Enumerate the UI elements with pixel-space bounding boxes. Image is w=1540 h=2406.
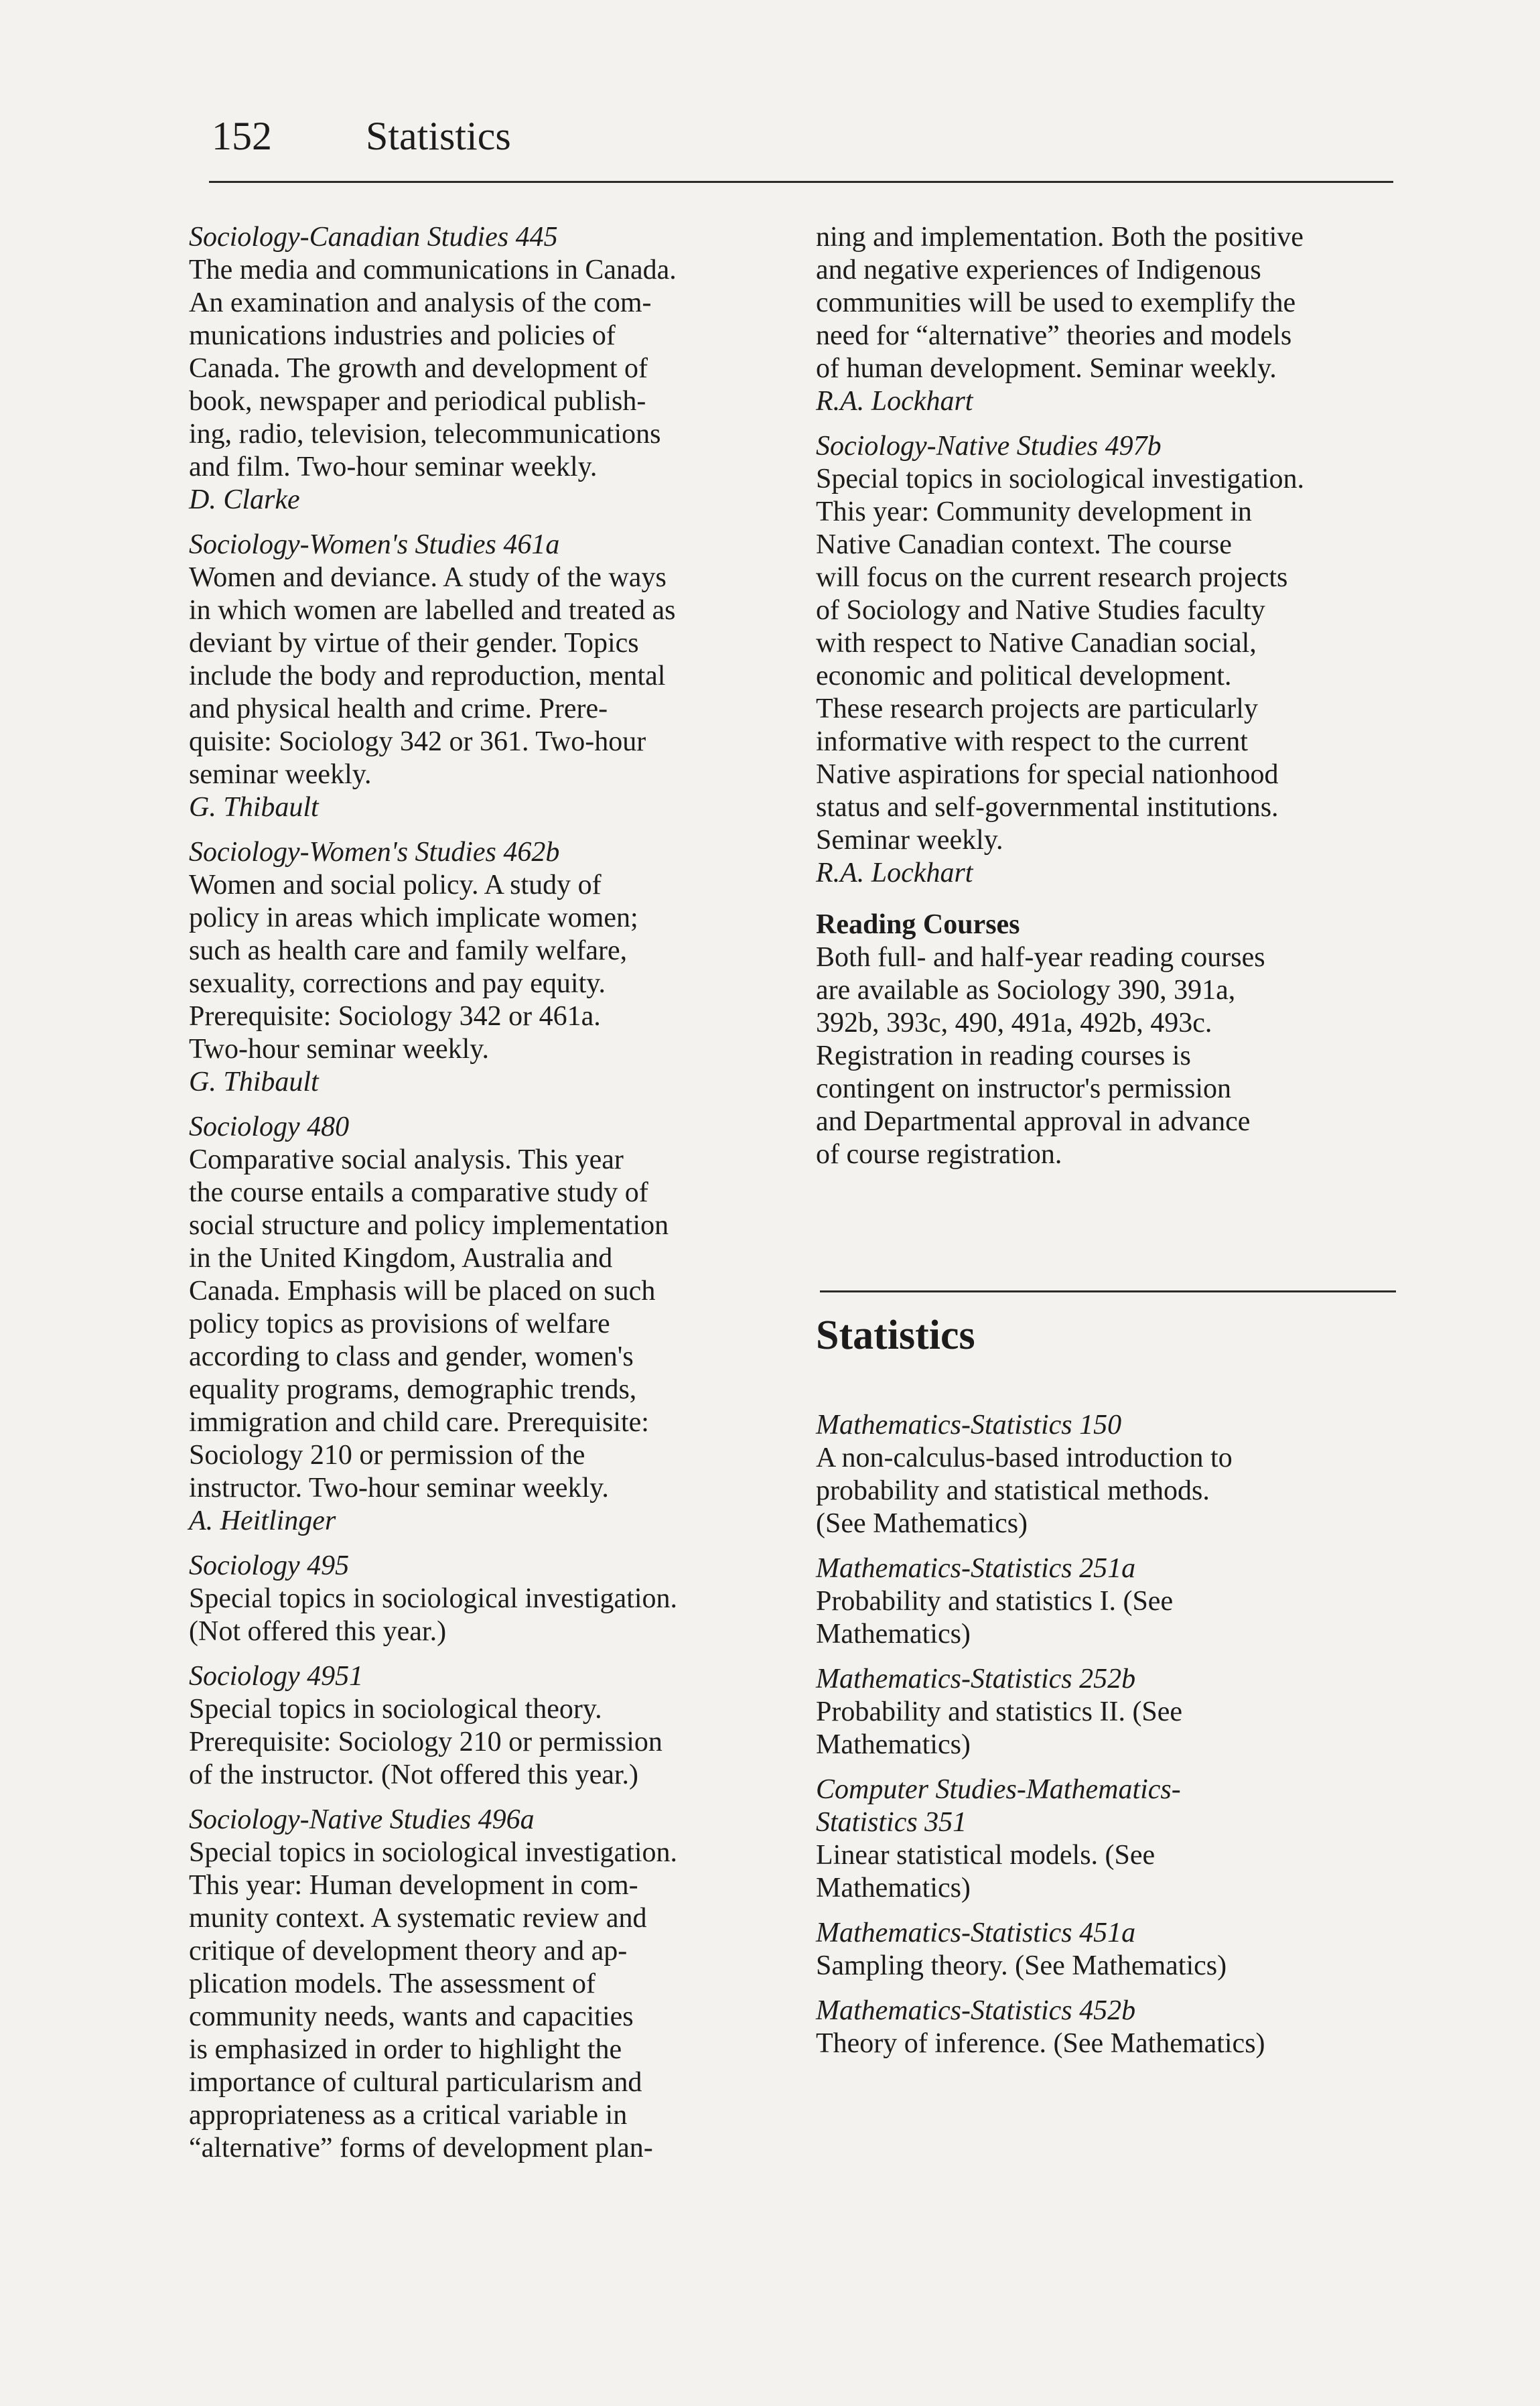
course-description-line: Probability and statistics I. (See xyxy=(816,1586,1174,1617)
course-description-line: An examination and analysis of the com- xyxy=(189,287,652,318)
header-rule xyxy=(209,181,1393,183)
course-description-line: Mathematics) xyxy=(816,1619,971,1650)
course-title: Mathematics-Statistics 251a xyxy=(816,1553,1136,1584)
course-description-line: Special topics in sociological investigation. xyxy=(189,1837,678,1868)
course-description-line: deviant by virtue of their gender. Topics xyxy=(189,628,639,659)
reading-courses-body xyxy=(816,941,1439,1171)
course-description-line: book, newspaper and periodical publish- xyxy=(189,386,646,417)
course-title: Sociology 495 xyxy=(189,1550,350,1581)
course-entry xyxy=(189,221,812,517)
running-title: Statistics xyxy=(366,114,511,158)
course-entry xyxy=(189,1550,812,1648)
course-entry xyxy=(816,1774,1439,1905)
course-description-line: informative with respect to the current xyxy=(816,726,1248,757)
course-description-line: critique of development theory and ap- xyxy=(189,1936,628,1966)
course-description-line: Mathematics) xyxy=(816,1729,971,1760)
course-title: Sociology-Women's Studies 461a xyxy=(189,529,560,560)
course-description-line: in the United Kingdom, Australia and xyxy=(189,1243,613,1274)
course-description-line: Linear statistical models. (See xyxy=(816,1840,1156,1871)
course-description-line: A non-calculus-based introduction to xyxy=(816,1443,1233,1473)
course-title: Mathematics-Statistics 451a xyxy=(816,1918,1136,1948)
course-instructor: G. Thibault xyxy=(189,792,319,823)
course-description-line: Prerequisite: Sociology 210 or permission xyxy=(189,1727,662,1757)
section-gap xyxy=(816,1183,1439,1290)
course-description-line: Sociology 210 or permission of the xyxy=(189,1440,585,1471)
page-header xyxy=(212,113,511,159)
course-instructor: G. Thibault xyxy=(189,1067,319,1097)
course-description-line: of the instructor. (Not offered this year.) xyxy=(189,1759,639,1790)
course-description-line: Special topics in sociological theory. xyxy=(189,1694,602,1725)
left-column xyxy=(189,221,812,2177)
course-description-line: Canada. Emphasis will be placed on such xyxy=(189,1276,656,1307)
course-description-line: seminar weekly. xyxy=(189,759,372,790)
reading-courses-line: contingent on instructor's permission xyxy=(816,1073,1231,1104)
course-description-line: of Sociology and Native Studies faculty xyxy=(816,595,1265,626)
course-description-line: and film. Two-hour seminar weekly. xyxy=(189,452,598,482)
course-title: Computer Studies-Mathematics- xyxy=(816,1774,1181,1805)
reading-courses-line: are available as Sociology 390, 391a, xyxy=(816,975,1236,1006)
page-number: 152 xyxy=(212,114,272,158)
course-title: Sociology 4951 xyxy=(189,1661,364,1692)
course-entry xyxy=(189,836,812,1099)
course-description-line: Native Canadian context. The course xyxy=(816,529,1232,560)
course-entry xyxy=(189,1111,812,1538)
course-description-line: Native aspirations for special nationhood xyxy=(816,759,1279,790)
reading-courses-line: and Departmental approval in advance xyxy=(816,1106,1251,1137)
course-entry xyxy=(816,1409,1439,1540)
statistics-heading: Statistics xyxy=(816,1313,975,1358)
course-description-line: quisite: Sociology 342 or 361. Two-hour xyxy=(189,726,646,757)
course-description-line: in which women are labelled and treated as xyxy=(189,595,676,626)
course-description-line: importance of cultural particularism and xyxy=(189,2067,642,2098)
course-entry xyxy=(816,1552,1439,1651)
course-description-line: Prerequisite: Sociology 342 or 461a. xyxy=(189,1001,601,1032)
course-description-line: Theory of inference. (See Mathematics) xyxy=(816,2028,1265,2059)
course-instructor: A. Heitlinger xyxy=(189,1506,336,1536)
course-entry xyxy=(816,430,1439,890)
course-description-line: policy in areas which implicate women; xyxy=(189,903,638,933)
course-entry xyxy=(816,1663,1439,1761)
course-description-line: communities will be used to exemplify the xyxy=(816,287,1296,318)
course-description-line: economic and political development. xyxy=(816,661,1232,691)
course-description-line: This year: Community development in xyxy=(816,496,1252,527)
course-entry xyxy=(816,221,1439,418)
course-instructor: R.A. Lockhart xyxy=(816,858,973,888)
course-description-line: This year: Human development in com- xyxy=(189,1870,638,1901)
course-description-line: Mathematics) xyxy=(816,1873,971,1903)
course-description-line: plication models. The assessment of xyxy=(189,1968,596,1999)
course-description-line: (See Mathematics) xyxy=(816,1508,1028,1539)
course-description-line: immigration and child care. Prerequisite: xyxy=(189,1407,649,1438)
course-description-line: ning and implementation. Both the positive xyxy=(816,222,1304,253)
course-description-line: ing, radio, television, telecommunications xyxy=(189,419,661,450)
course-description-line: munications industries and policies of xyxy=(189,320,616,351)
reading-courses-line: Both full- and half-year reading courses xyxy=(816,942,1265,973)
course-description-line: probability and statistical methods. xyxy=(816,1475,1210,1506)
right-column xyxy=(816,221,1439,2072)
course-description-line: Comparative social analysis. This year xyxy=(189,1144,624,1175)
course-instructor: R.A. Lockhart xyxy=(816,386,973,417)
reading-courses xyxy=(816,909,1439,1171)
course-description-line: The media and communications in Canada. xyxy=(189,255,677,285)
course-description-line: Canada. The growth and development of xyxy=(189,353,648,384)
course-entry xyxy=(189,529,812,824)
reading-courses-line: 392b, 393c, 490, 491a, 492b, 493c. xyxy=(816,1008,1212,1039)
course-description-line: munity context. A systematic review and xyxy=(189,1903,647,1934)
course-entry xyxy=(816,1995,1439,2060)
course-description-line: and physical health and crime. Prere- xyxy=(189,693,608,724)
course-description-line: is emphasized in order to highlight the xyxy=(189,2034,622,2065)
course-description-line: Women and deviance. A study of the ways xyxy=(189,562,667,593)
section-rule xyxy=(820,1290,1396,1292)
course-description-line: and negative experiences of Indigenous xyxy=(816,255,1261,285)
course-description-line: Sampling theory. (See Mathematics) xyxy=(816,1950,1227,1981)
course-description-line: “alternative” forms of development plan- xyxy=(189,2133,653,2163)
course-description-line: Probability and statistics II. (See xyxy=(816,1696,1183,1727)
course-description-line: include the body and reproduction, mental xyxy=(189,661,666,691)
course-description-line: sexuality, corrections and pay equity. xyxy=(189,968,606,999)
course-description-line: equality programs, demographic trends, xyxy=(189,1374,637,1405)
statistics-entries xyxy=(816,1409,1439,2060)
course-description-line: instructor. Two-hour seminar weekly. xyxy=(189,1473,609,1503)
course-entry xyxy=(189,1804,812,2165)
course-description-line: according to class and gender, women's xyxy=(189,1341,634,1372)
course-description-line: the course entails a comparative study of xyxy=(189,1177,648,1208)
course-description-line: status and self-governmental institutions. xyxy=(816,792,1279,823)
course-title: Mathematics-Statistics 150 xyxy=(816,1410,1122,1441)
course-entry xyxy=(189,1660,812,1792)
course-entry xyxy=(816,1917,1439,1983)
course-title: Mathematics-Statistics 252b xyxy=(816,1664,1136,1694)
course-description-line: community needs, wants and capacities xyxy=(189,2001,634,2032)
course-title: Sociology-Native Studies 497b xyxy=(816,431,1162,462)
course-description-line: (Not offered this year.) xyxy=(189,1616,447,1647)
course-description-line: Special topics in sociological investigation. xyxy=(816,464,1305,494)
course-title: Sociology-Native Studies 496a xyxy=(189,1804,535,1835)
course-description-line: Seminar weekly. xyxy=(816,825,1003,856)
right-entries xyxy=(816,221,1439,890)
course-description-line: policy topics as provisions of welfare xyxy=(189,1309,610,1339)
reading-courses-heading: Reading Courses xyxy=(816,909,1020,940)
course-description-line: social structure and policy implementation xyxy=(189,1210,669,1241)
course-description-line: of human development. Seminar weekly. xyxy=(816,353,1277,384)
course-title: Statistics 351 xyxy=(816,1807,967,1838)
course-instructor: D. Clarke xyxy=(189,484,300,515)
course-description-line: These research projects are particularly xyxy=(816,693,1258,724)
course-description-line: will focus on the current research projects xyxy=(816,562,1288,593)
course-description-line: need for “alternative” theories and models xyxy=(816,320,1292,351)
course-title: Sociology-Canadian Studies 445 xyxy=(189,222,558,253)
course-description-line: with respect to Native Canadian social, xyxy=(816,628,1257,659)
course-description-line: such as health care and family welfare, xyxy=(189,935,628,966)
course-description-line: Special topics in sociological investigation. xyxy=(189,1583,678,1614)
course-title: Sociology 480 xyxy=(189,1112,350,1142)
course-description-line: appropriateness as a critical variable in xyxy=(189,2100,628,2131)
course-description-line: Two-hour seminar weekly. xyxy=(189,1034,490,1065)
course-description-line: Women and social policy. A study of xyxy=(189,870,602,900)
reading-courses-line: Registration in reading courses is xyxy=(816,1041,1191,1071)
course-title: Sociology-Women's Studies 462b xyxy=(189,837,560,868)
course-title: Mathematics-Statistics 452b xyxy=(816,1995,1136,2026)
reading-courses-line: of course registration. xyxy=(816,1139,1062,1170)
